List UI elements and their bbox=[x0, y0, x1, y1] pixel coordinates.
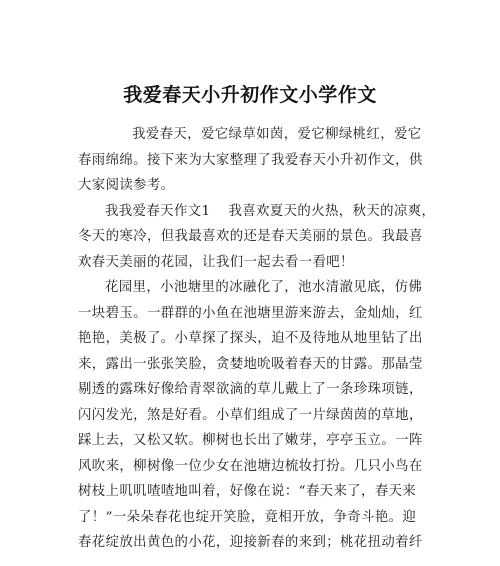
paragraph-line: 艳艳，美极了。小草探了探头，迫不及待地从地里钻了出 bbox=[78, 331, 423, 346]
paragraph-line: 冬天的寒冷，但我最喜欢的还是春天美丽的景色。我最喜 bbox=[78, 229, 423, 244]
section-heading-line bbox=[78, 199, 436, 225]
paragraph-line: 春花绽放出黄色的小花，迎接新春的来到；桃花扭动着纤 bbox=[78, 535, 423, 550]
paragraph-line: 大家阅读参考。 bbox=[78, 178, 175, 193]
paragraph-line: 了！”一朵朵春花也绽开笑脸，竟相开放，争奇斗艳。迎 bbox=[78, 509, 417, 525]
paragraph-line: 春雨绵绵。接下来为大家整理了我爱春天小升初作文，供 bbox=[78, 152, 423, 168]
paragraph-line-start: 我喜欢夏天的火热，秋天的凉爽， bbox=[228, 203, 436, 219]
article-body bbox=[78, 122, 436, 556]
paragraph-line: 来，露出一张张笑脸，贪婪地吮吸着春天的甘露。那晶莹 bbox=[78, 356, 423, 372]
paragraph-line: 踩上去，又松又软。柳树也长出了嫩芽，亭亭玉立。一阵 bbox=[78, 433, 423, 448]
paragraph-line: 闪闪发光，煞是好看。小草们组成了一片绿茵茵的草地， bbox=[78, 407, 423, 423]
paragraph-line: 花园里，小池塘里的冰融化了，池水清澈见底，仿佛 bbox=[105, 280, 423, 295]
paragraph-line: 欢春天美丽的花园，让我们一起去看一看吧！ bbox=[78, 254, 354, 270]
paragraph-line: 一块碧玉。一群群的小鱼在池塘里游来游去，金灿灿，红 bbox=[78, 305, 423, 321]
paragraph-line: 我爱春天，爱它绿草如茵，爱它柳绿桃红，爱它 bbox=[132, 127, 422, 142]
paragraph-line: 剔透的露珠好像给青翠欲滴的草儿戴上了一条珍珠项链， bbox=[78, 382, 423, 397]
document-title: 我爱春天小升初作文小学作文 bbox=[123, 84, 377, 106]
paragraph-line: 树枝上叽叽喳喳地叫着，好像在说：“春天来了，春天来 bbox=[78, 484, 417, 499]
section-heading: 我我爱春天作文1 bbox=[105, 203, 211, 219]
paragraph-line: 风吹来，柳树像一位少女在池塘边梳妆打扮。几只小鸟在 bbox=[78, 458, 423, 474]
